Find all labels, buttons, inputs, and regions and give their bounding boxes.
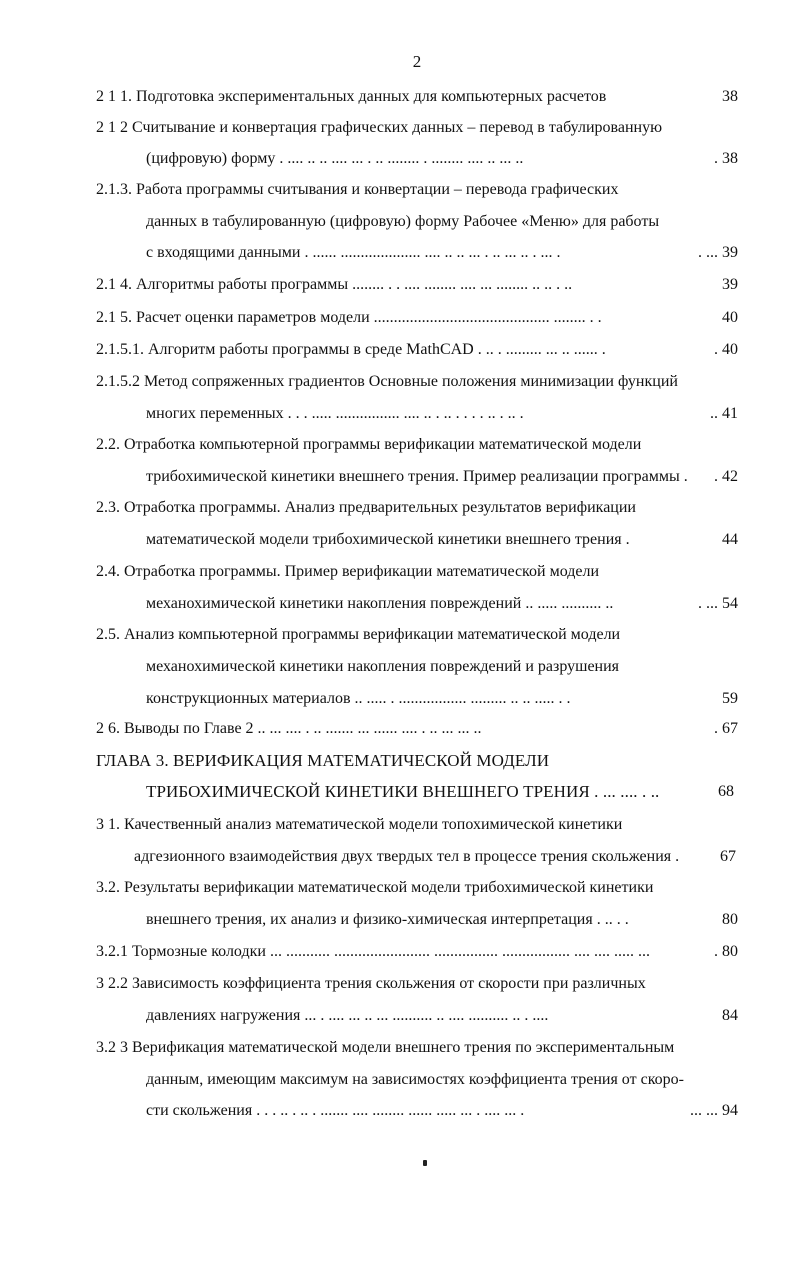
toc-entry-page: .. 41 — [710, 405, 738, 422]
toc-entry-title: адгезионного взаимодействия двух твердых тел в процессе трения скольжения . — [134, 848, 680, 865]
toc-entry — [146, 1068, 738, 1092]
toc-entry — [96, 1036, 738, 1060]
toc-entry-title: сти скольжения . . . .. . .. . ....... .... ........ ...... ..... ... . .... ... . — [146, 1102, 525, 1119]
toc-entry — [96, 940, 738, 964]
toc-entry-title: с входящими данными . ...... .................... .... .. .. ... . .. ... .. . ... . — [146, 244, 561, 261]
toc-entry — [146, 210, 738, 234]
toc-entry-page: 59 — [722, 690, 738, 707]
toc-entry — [146, 241, 738, 265]
toc-entry — [96, 338, 738, 362]
toc-entry-page: 40 — [722, 309, 738, 326]
toc-entry-title: 2 6. Выводы по Главе 2 .. ... .... . .. ....... ... ...... .... . .. ... ... .. — [96, 720, 482, 737]
toc-entry — [96, 178, 738, 202]
toc-entry-title: данным, имеющим максимум на зависимостях коэффициента трения от скоро- — [146, 1071, 684, 1088]
page-number: 2 — [412, 52, 422, 71]
toc-entry-title: конструкционных материалов .. ..... . ................. ......... .. .. ..... . . — [146, 690, 571, 707]
toc-entry-page: 44 — [722, 531, 738, 548]
toc-entry — [146, 402, 738, 426]
toc-entry — [96, 306, 738, 330]
toc-entry-title: ТРИБОХИМИЧЕСКОЙ КИНЕТИКИ ВНЕШНЕГО ТРЕНИЯ . ... .... . .. — [146, 782, 660, 801]
toc-entry — [96, 876, 738, 900]
toc-entry — [96, 972, 738, 996]
toc-entry-title: механохимической кинетики накопления повреждений .. ..... .......... .. — [146, 595, 614, 612]
toc-entry — [96, 623, 738, 647]
toc-entry — [146, 655, 738, 679]
toc-entry — [146, 592, 738, 616]
toc-entry-title: 2.1.5.1. Алгоритм работы программы в среде MathCAD . .. . ......... ... .. ...... . — [96, 341, 606, 358]
toc-entry-title: математической модели трибохимической кинетики внешнего трения . — [146, 531, 630, 548]
toc-entry-title: данных в табулированную (цифровую) форму Рабочее «Меню» для работы — [146, 213, 660, 230]
toc-entry — [146, 908, 738, 932]
toc-entry — [96, 273, 738, 297]
toc-entry-title: 2.4. Отработка программы. Пример верификации математической модели — [96, 563, 600, 580]
scan-speck — [423, 1160, 427, 1166]
toc-entry — [96, 370, 738, 394]
toc-entry-title: 2.1.5.2 Метод сопряженных градиентов Основные положения минимизации функций — [96, 373, 678, 390]
toc-entry-title: 2.1.3. Работа программы считывания и конвертации – перевода графических — [96, 181, 619, 198]
toc-entry-title: многих переменных . . . ..... ................ .... .. . .. . . . . .. . .. . — [146, 405, 524, 422]
toc-entry-title: 3.2.1 Тормозные колодки ... ........... ........................ ................ ................. .... .... ..... ... — [96, 943, 650, 960]
toc-entry-title: трибохимической кинетики внешнего трения. Пример реализации программы . — [146, 468, 688, 485]
toc-chapter-heading — [96, 749, 738, 773]
toc-entry-page: 39 — [722, 276, 738, 293]
toc-entry — [96, 560, 738, 584]
toc-entry — [146, 528, 738, 552]
toc-entry-title: 2 1 1. Подготовка экспериментальных данных для компьютерных расчетов — [96, 88, 607, 105]
toc-entry-title: 3 1. Качественный анализ математической модели топохимической кинетики — [96, 816, 623, 833]
toc-entry — [96, 813, 738, 837]
toc-entry-title: 3.2 3 Верификация математической модели внешнего трения по экспериментальным — [96, 1039, 675, 1056]
toc-entry-title: (цифровую) форму . .... .. .. .... ... . .. ........ . ........ .... .. ... .. — [146, 150, 524, 167]
toc-entry — [146, 1004, 738, 1028]
toc-entry-title: 2.5. Анализ компьютерной программы верификации математической модели — [96, 626, 621, 643]
toc-entry — [96, 433, 738, 457]
toc-entry-page: 80 — [722, 911, 738, 928]
toc-entry-title: внешнего трения, их анализ и физико-химическая интерпретация . .. . . — [146, 911, 629, 928]
toc-entry-title: 3.2. Результаты верификации математической модели трибохимической кинетики — [96, 879, 654, 896]
toc-entry-title: ГЛАВА 3. ВЕРИФИКАЦИЯ МАТЕМАТИЧЕСКОЙ МОДЕЛИ — [96, 751, 550, 770]
toc-entry-page: . 80 — [714, 943, 738, 960]
toc-entry-page: 68 — [718, 783, 734, 800]
toc-entry-page: . ... 54 — [698, 595, 738, 612]
toc-entry — [146, 465, 738, 489]
toc-entry-title: 2.3. Отработка программы. Анализ предварительных результатов верификации — [96, 499, 636, 516]
toc-entry-page: . 38 — [714, 150, 738, 167]
toc-chapter-heading — [146, 780, 734, 804]
toc-entry-page: . 40 — [714, 341, 738, 358]
toc-entry-title: механохимической кинетики накопления повреждений и разрушения — [146, 658, 620, 675]
toc-entry-page: 38 — [722, 88, 738, 105]
toc-entry — [96, 717, 738, 741]
toc-entry-page: 67 — [720, 848, 736, 865]
toc-entry — [96, 85, 738, 109]
toc-entry — [96, 496, 738, 520]
toc-entry-page: ... ... 94 — [690, 1102, 738, 1119]
toc-entry-page: . ... 39 — [698, 244, 738, 261]
toc-entry-title: 2 1 2 Считывание и конвертация графических данных – перевод в табулированную — [96, 119, 663, 136]
toc-entry-page: . 67 — [714, 720, 738, 737]
toc-entry — [146, 147, 738, 171]
toc-entry-page: 84 — [722, 1007, 738, 1024]
toc-entry — [134, 845, 736, 869]
toc-entry-page: . 42 — [714, 468, 738, 485]
toc-entry-title: давлениях нагружения ... . .... ... .. ... .......... .. .... .......... .. . .... — [146, 1007, 549, 1024]
toc-entry — [146, 687, 738, 711]
toc-entry-title: 3 2.2 Зависимость коэффициента трения скольжения от скорости при различных — [96, 975, 646, 992]
toc-entry-title: 2.1 5. Расчет оценки параметров модели ............................................ ........ . . — [96, 309, 602, 326]
toc-entry — [146, 1099, 738, 1123]
toc-entry-title: 2.1 4. Алгоритмы работы программы ........ . . .... ........ .... ... ........ .. .. . .. — [96, 276, 573, 293]
toc-entry-title: 2.2. Отработка компьютерной программы верификации математической модели — [96, 436, 642, 453]
toc-entry — [96, 116, 738, 140]
